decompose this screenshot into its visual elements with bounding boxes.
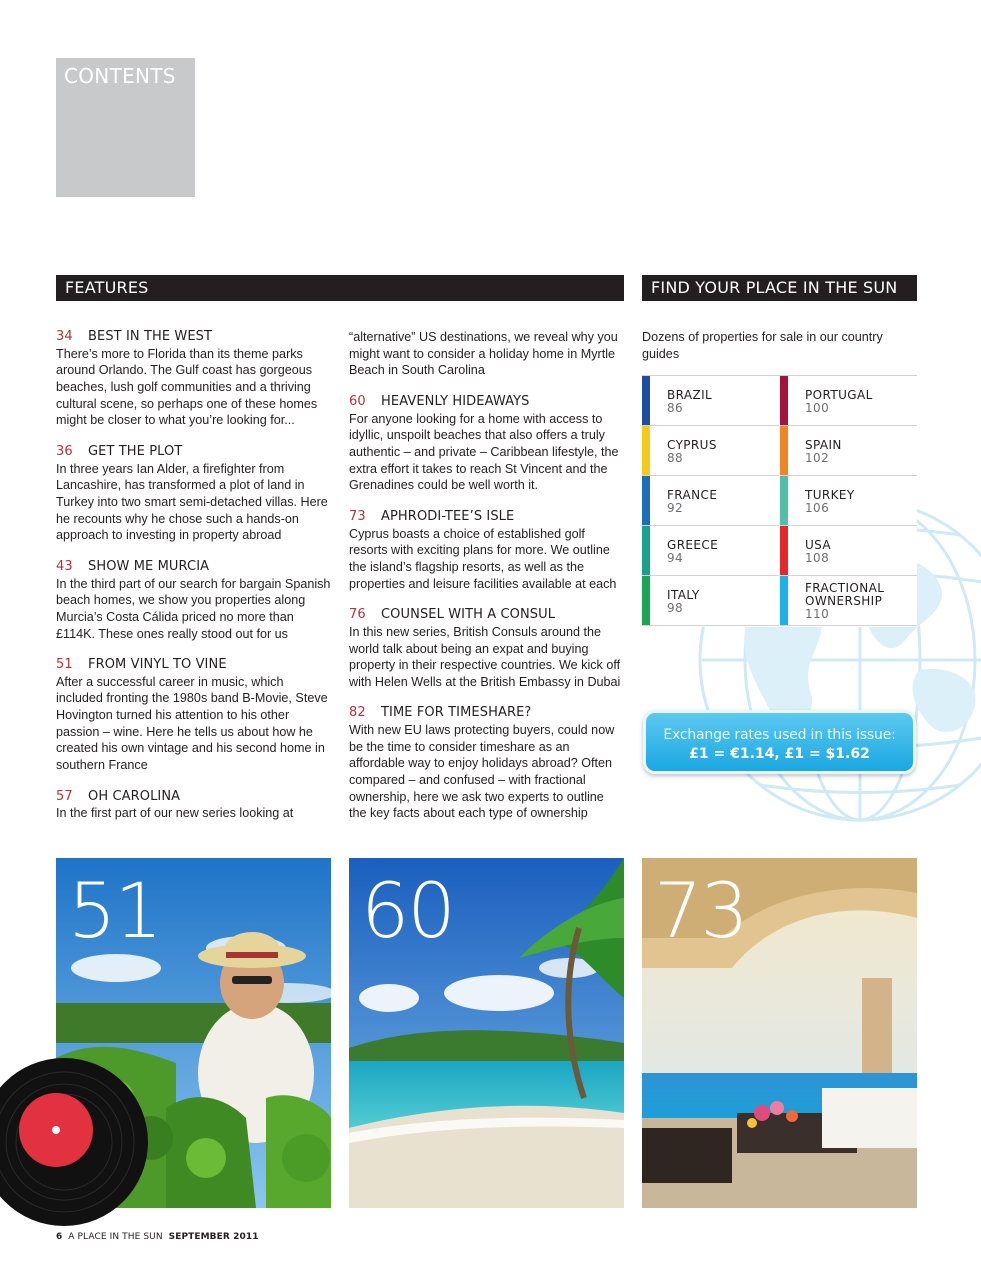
feature-page-number: 60: [349, 393, 366, 409]
feature-page-number: 36: [56, 443, 73, 459]
feature-description: After a successful career in music, which included fronting the 1980s band B-Movie, Steve Hovington turned his attention to his other passion – wine. Here he tells us about how he created his own vintage and his second home in southern France: [56, 674, 328, 773]
guide-page-number: 108: [805, 551, 830, 565]
feature-title: FROM VINYL TO VINE: [88, 657, 227, 673]
guide-page-number: 106: [805, 501, 830, 515]
guide-country-name: TURKEY: [805, 488, 855, 502]
feature-title: TIME FOR TIMESHARE?: [381, 705, 532, 721]
guide-spain[interactable]: [780, 426, 917, 476]
features-header: FEATURES: [56, 275, 624, 301]
guide-france[interactable]: [642, 476, 779, 526]
guide-page-number: 86: [667, 401, 684, 415]
guide-fractional-ownership[interactable]: [780, 576, 917, 626]
feature-entry[interactable]: [56, 329, 331, 429]
guide-page-number: 94: [667, 551, 684, 565]
feature-page-number: 82: [349, 705, 366, 721]
guide-page-number: 88: [667, 451, 684, 465]
feature-page-number: 34: [56, 329, 73, 344]
feature-page-number: 73: [349, 508, 366, 524]
guides-intro: Dozens of properties for sale in our country guides: [642, 330, 883, 361]
guide-country-name: FRANCE: [667, 488, 718, 502]
guide-portugal[interactable]: [780, 376, 917, 426]
feature-description: For anyone looking for a home with access to idyllic, unspoilt beaches that also offers a truly authentic – and private – Caribbean lifestyle, the extra effort it takes to reach St Vincent and the Grenadines could be well worth it.: [349, 411, 619, 493]
feature-description: In the third part of our search for bargain Spanish beach homes, we show you properties along Murcia’s Costa Cálida priced no more than £114K. These ones really stood out for us: [56, 576, 331, 641]
feature-title: GET THE PLOT: [88, 443, 183, 459]
guide-page-number: 98: [667, 601, 684, 615]
guide-color-stripe: [780, 576, 788, 625]
guide-page-number: 110: [805, 607, 830, 621]
guide-country-name: BRAZIL: [667, 388, 713, 402]
feature-title: HEAVENLY HIDEAWAYS: [381, 393, 530, 409]
guide-country-name: USA: [805, 538, 832, 552]
feature-description-continued: “alternative” US destinations, we reveal why you might want to consider a holiday home in Myrtle Beach in South Carolina: [349, 330, 618, 378]
feature-title: APHRODI-TEE’S ISLE: [381, 508, 515, 524]
feature-page-number: 43: [56, 558, 73, 574]
guide-brazil[interactable]: [642, 376, 779, 426]
guide-page-number: 100: [805, 401, 830, 415]
guide-country-name: CYPRUS: [667, 438, 717, 452]
feature-entry[interactable]: [56, 444, 331, 544]
country-guides-grid: [642, 375, 917, 627]
feature-entry[interactable]: [349, 607, 624, 690]
feature-description: With new EU laws protecting buyers, could now be the time to consider timeshare as an affordable way to enjoy holidays abroad? Often compared – and confused – with fractional ownership, here we ask two experts to outline the key facts about each type of ownership: [349, 723, 615, 821]
feature-entry[interactable]: [56, 559, 331, 642]
feature-description: In the first part of our new series looking at: [56, 806, 294, 821]
feature-entry[interactable]: [349, 705, 624, 822]
guide-greece[interactable]: [642, 526, 779, 576]
page-footer: [56, 1232, 259, 1242]
guide-color-stripe: [780, 526, 788, 575]
photo-beach[interactable]: [349, 858, 624, 1208]
feature-description: In this new series, British Consuls around the world talk about being an expat and buying property in their respective countries. We kick off with Helen Wells at the British Embassy in Dubai: [349, 624, 621, 689]
feature-entry[interactable]: [56, 657, 331, 774]
guide-country-name: PORTUGAL: [805, 388, 873, 402]
contents-box: [56, 58, 195, 197]
grid-divider: [779, 376, 780, 627]
feature-page-number: 76: [349, 607, 366, 623]
guide-country-name: FRACTIONAL OWNERSHIP: [805, 581, 885, 608]
footer-issue-date: SEPTEMBER 2011: [168, 1232, 259, 1242]
find-your-place-header: FIND YOUR PLACE IN THE SUN: [642, 275, 917, 301]
guide-color-stripe: [642, 476, 650, 525]
footer-page-number: 6: [56, 1232, 63, 1242]
vinyl-record-icon: [0, 1058, 148, 1226]
feature-description: There’s more to Florida than its theme parks around Orlando. The Gulf coast has gorgeous beaches, lush golf communities and a thriving cultural scene, so perhaps one of these homes might be closer to what you’re looking for...: [56, 346, 318, 428]
exchange-rates-values: £1 = €1.14, £1 = $1.62: [689, 746, 870, 762]
feature-page-number: 57: [56, 788, 73, 804]
guide-color-stripe: [780, 476, 788, 525]
guide-page-number: 92: [667, 501, 684, 515]
guide-page-number: 102: [805, 451, 830, 465]
guide-country-name: SPAIN: [805, 438, 842, 452]
guide-color-stripe: [642, 426, 650, 475]
guide-country-name: GREECE: [667, 538, 719, 552]
guide-color-stripe: [642, 576, 650, 625]
feature-title: BEST IN THE WEST: [88, 329, 213, 344]
feature-description: In three years Ian Alder, a firefighter from Lancashire, has transformed a plot of land in Turkey into two smart semi-detached villas. Here he recounts why he chose such a hands-on approach to investing in property abroad: [56, 461, 328, 543]
feature-title: OH CAROLINA: [88, 788, 181, 804]
guide-usa[interactable]: [780, 526, 917, 576]
feature-title: COUNSEL WITH A CONSUL: [381, 607, 556, 623]
feature-entry[interactable]: [349, 509, 624, 592]
guide-color-stripe: [780, 376, 788, 425]
footer-magazine-name: A PLACE IN THE SUN: [68, 1232, 163, 1242]
guide-color-stripe: [642, 376, 650, 425]
feature-title: SHOW ME MURCIA: [88, 558, 210, 574]
photo-page-number: 60: [361, 866, 454, 955]
photo-page-number: 73: [654, 866, 747, 955]
contents-label: CONTENTS: [64, 64, 176, 88]
guide-turkey[interactable]: [780, 476, 917, 526]
guide-italy[interactable]: [642, 576, 779, 626]
guide-color-stripe: [780, 426, 788, 475]
feature-page-number: 51: [56, 657, 73, 673]
exchange-rates-badge: [643, 710, 916, 774]
guide-country-name: ITALY: [667, 588, 700, 602]
features-column-2: [349, 329, 624, 837]
photo-terrace[interactable]: [642, 858, 917, 1208]
photo-page-number: 51: [68, 866, 161, 955]
guide-color-stripe: [642, 526, 650, 575]
exchange-rates-label: Exchange rates used in this issue:: [663, 727, 896, 743]
guide-cyprus[interactable]: [642, 426, 779, 476]
features-column-1: [56, 329, 331, 837]
feature-entry[interactable]: [56, 789, 331, 822]
feature-description: Cyprus boasts a choice of established golf resorts with exciting plans for more. We outline the island’s flagship resorts, as well as the properties and leisure facilities available at each: [349, 526, 617, 591]
feature-entry[interactable]: [349, 394, 624, 494]
